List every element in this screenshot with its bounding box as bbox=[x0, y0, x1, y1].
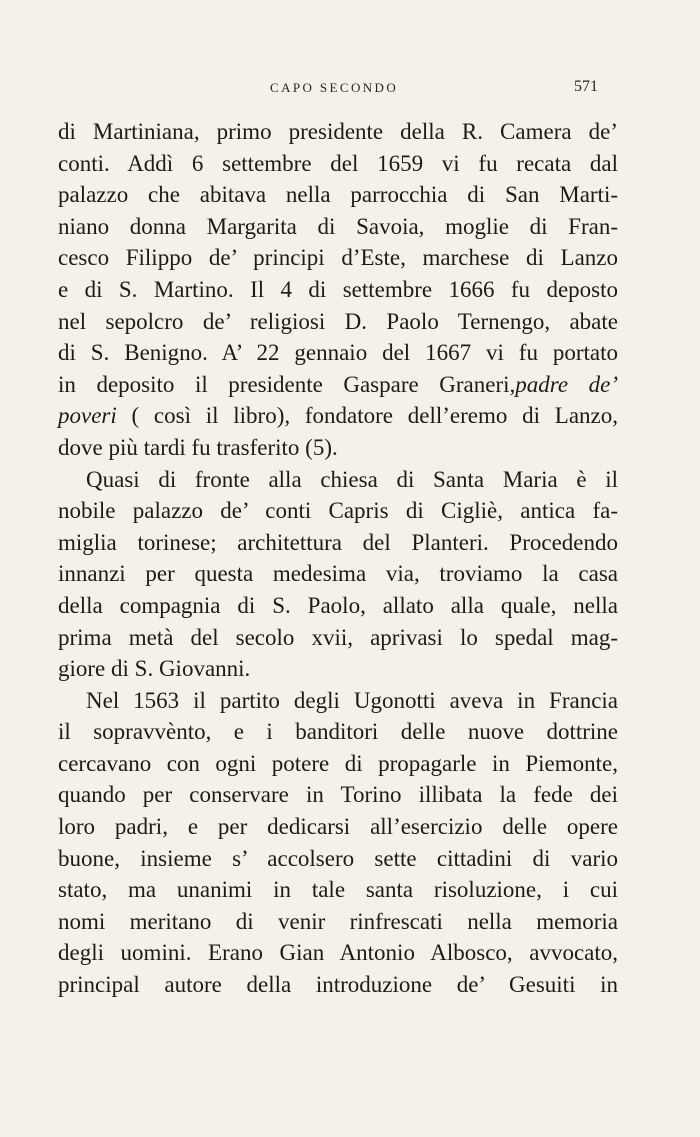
italic-fragment: poveri bbox=[58, 403, 117, 429]
text-line: degli uomini. Erano Gian Antonio Albosco, avvocato, bbox=[58, 940, 618, 966]
text-line: di S. Benigno. A’ 22 gennaio del 1667 vi fu portato bbox=[58, 340, 618, 366]
page-number: 571 bbox=[574, 78, 598, 95]
text-line-with-italic bbox=[58, 400, 618, 432]
text-line: nobile palazzo de’ conti Capris di Cigliè, antica fa- bbox=[58, 498, 618, 524]
text-line-with-italic bbox=[58, 369, 618, 401]
text-line: cesco Filippo de’ principi d’Este, marchese di Lanzo bbox=[58, 245, 618, 271]
text-line: loro padri, e per dedicarsi all’esercizio delle opere bbox=[58, 814, 618, 840]
text-line: stato, ma unanimi in tale santa risoluzione, i cui bbox=[58, 877, 618, 903]
text-line: prima metà del secolo xvii, aprivasi lo spedal mag- bbox=[58, 624, 618, 650]
text-line: innanzi per questa medesima via, troviamo la casa bbox=[58, 561, 618, 587]
text-line: il sopravvènto, e i banditori delle nuove dottrine bbox=[58, 719, 618, 745]
text-line: di Martiniana, primo presidente della R. Camera de’ bbox=[58, 119, 618, 144]
text-line: palazzo che abitava nella parrocchia di San Marti- bbox=[58, 182, 618, 208]
running-head: CAPO SECONDO bbox=[270, 80, 399, 95]
text-line: quando per conservare in Torino illibata la fede dei bbox=[58, 782, 618, 808]
paragraph-start-line: Quasi di fronte alla chiesa di Santa Maria è il bbox=[86, 466, 618, 492]
text-line: della compagnia di S. Paolo, allato alla quale, nella bbox=[58, 592, 618, 618]
text-line: nomi meritano di venir rinfrescati nella memoria bbox=[58, 908, 618, 934]
paragraph-start-line: Nel 1563 il partito degli Ugonotti aveva in Francia bbox=[86, 687, 618, 713]
text-line: conti. Addì 6 settembre del 1659 vi fu recata dal bbox=[58, 150, 618, 176]
italic-fragment: padre de’ bbox=[515, 371, 618, 397]
text-line: miglia torinese; architettura del Planteri. Procedendo bbox=[58, 529, 618, 555]
text-line: nel sepolcro de’ religiosi D. Paolo Ternengo, abate bbox=[58, 308, 618, 334]
text-line: e di S. Martino. Il 4 di settembre 1666 fu deposto bbox=[58, 276, 618, 302]
text-line: niano donna Margarita di Savoia, moglie di Fran- bbox=[58, 213, 618, 239]
text-line: cercavano con ogni potere di propagarle in Piemonte, bbox=[58, 750, 618, 776]
text-line: principal autore della introduzione de’ Gesuiti in bbox=[58, 972, 618, 998]
text-line: dove più tardi fu trasferito (5). bbox=[58, 434, 338, 460]
text-line: giore di S. Giovanni. bbox=[58, 656, 251, 682]
text-line: buone, insieme s’ accolsero sette cittadini di vario bbox=[58, 845, 618, 871]
text-fragment: in deposito il presidente Gaspare Graneri, bbox=[58, 371, 516, 397]
page-text bbox=[58, 116, 618, 1001]
text-fragment: ( così il libro), fondatore dell’eremo di Lanzo, bbox=[116, 403, 618, 429]
